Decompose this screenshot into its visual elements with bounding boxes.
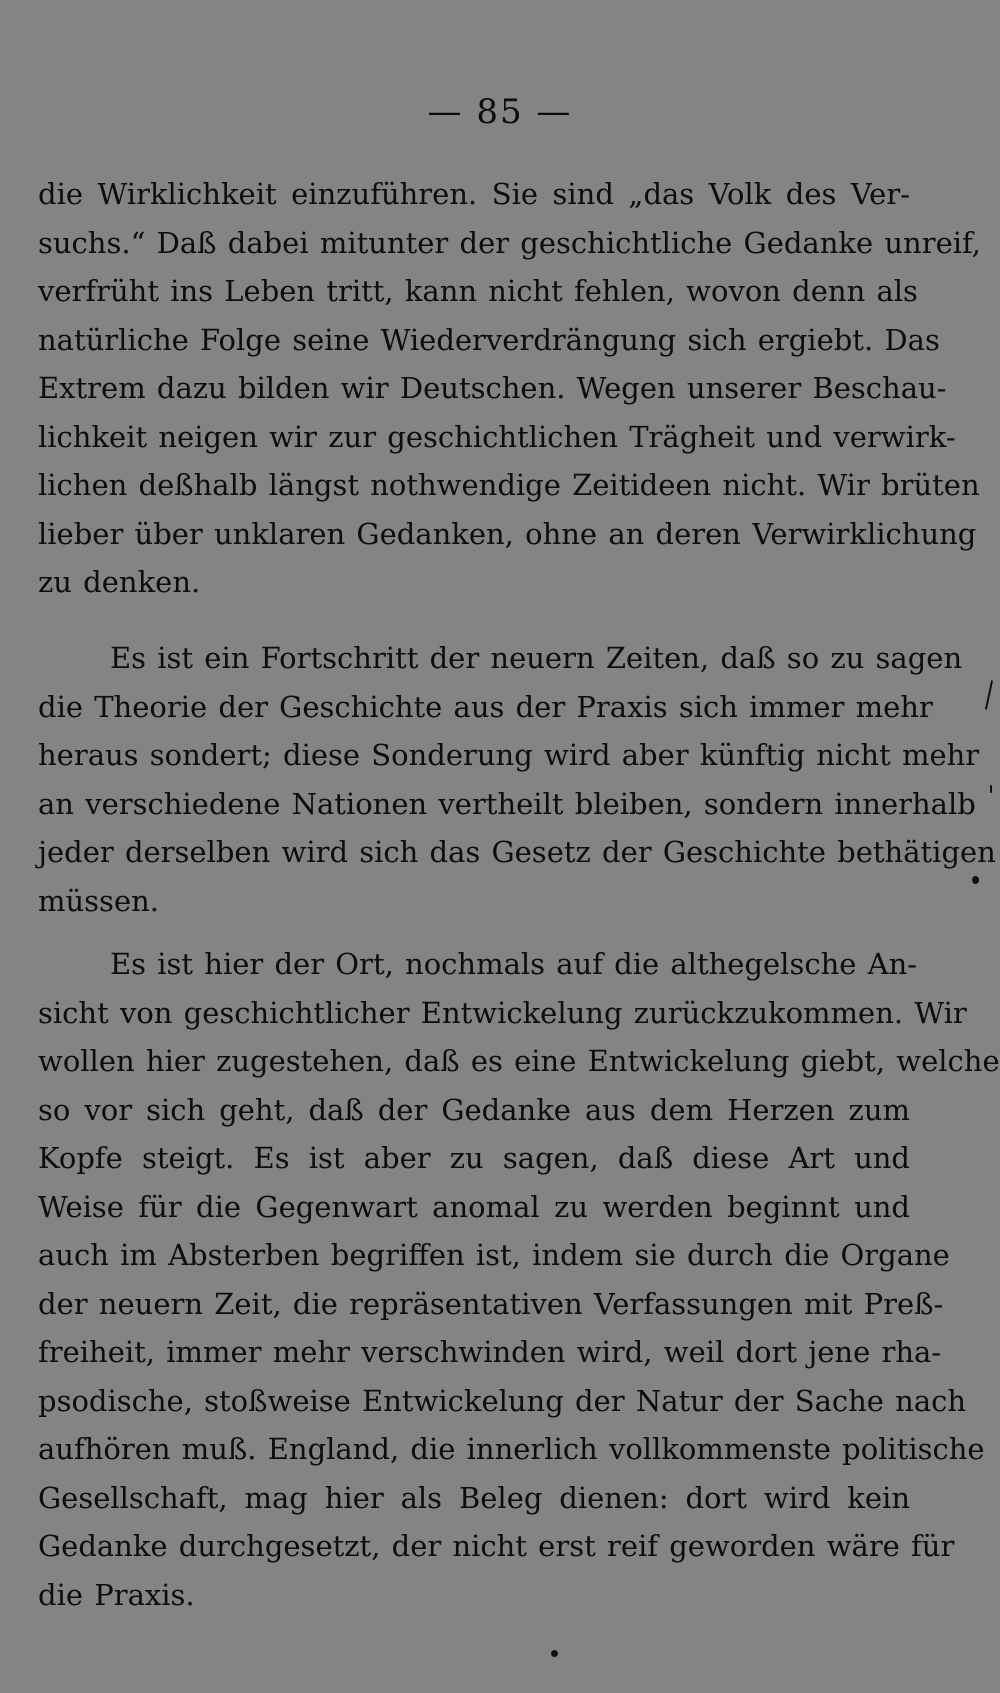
text-line: auch im Absterben begriffen ist, indem sie durch die Organe xyxy=(38,1238,950,1272)
text-line: die Praxis. xyxy=(38,1577,195,1612)
text-line: lieber über unklaren Gedanken, ohne an deren Verwirklichung xyxy=(38,516,977,551)
paragraph-2 xyxy=(38,634,996,925)
text-line: die Theorie der Geschichte aus der Praxis sich immer mehr xyxy=(38,689,933,724)
text-line: lichkeit neigen wir zur geschichtlichen Trägheit und verwirk- xyxy=(38,419,956,454)
scan-speck xyxy=(551,1650,558,1657)
scan-speck xyxy=(990,785,992,793)
text-line: zu denken. xyxy=(38,565,201,599)
text-line: heraus sondert; diese Sonderung wird aber künftig nicht mehr xyxy=(38,738,980,772)
text-line: Gedanke durchgesetzt, der nicht erst reif geworden wäre für xyxy=(38,1529,955,1563)
text-line: aufhören muß. England, die innerlich vollkommenste politische xyxy=(38,1432,985,1466)
text-line: Es ist ein Fortschritt der neuern Zeiten, daß so zu sagen xyxy=(110,641,963,675)
text-line: so vor sich geht, daß der Gedanke aus dem Herzen zum xyxy=(38,1092,910,1127)
text-line: Kopfe steigt. Es ist aber zu sagen, daß diese Art und xyxy=(38,1141,910,1175)
scan-speck xyxy=(972,876,979,884)
text-line: wollen hier zugestehen, daß es eine Entwickelung giebt, welche xyxy=(38,1044,1000,1078)
text-line: freiheit, immer mehr verschwinden wird, weil dort jene rha- xyxy=(38,1335,942,1369)
page-number: — 85 — xyxy=(427,92,573,132)
scan-speck xyxy=(985,680,993,710)
text-line: an verschiedene Nationen vertheilt bleiben, sondern innerhalb xyxy=(38,786,976,821)
text-line: suchs.“ Daß dabei mitunter der geschichtliche Gedanke unreif, xyxy=(38,225,981,260)
paragraph-3 xyxy=(38,940,1000,1619)
text-line: Gesellschaft, mag hier als Beleg dienen: dort wird kein xyxy=(38,1480,910,1515)
text-line: lichen deßhalb längst nothwendige Zeitideen nicht. Wir brüten xyxy=(38,468,980,502)
text-line: Es ist hier der Ort, nochmals auf die althegelsche An- xyxy=(110,947,918,981)
text-line: Weise für die Gegenwart anomal zu werden beginnt und xyxy=(38,1189,910,1224)
text-line: natürliche Folge seine Wiederverdrängung sich ergiebt. Das xyxy=(38,322,940,357)
text-line: jeder derselben wird sich das Gesetz der Geschichte bethätigen xyxy=(38,835,996,869)
paragraph-1 xyxy=(38,170,981,607)
text-line: Extrem dazu bilden wir Deutschen. Wegen unserer Beschau- xyxy=(38,371,947,405)
text-line: müssen. xyxy=(38,883,159,918)
text-line: die Wirklichkeit einzuführen. Sie sind „das Volk des Ver- xyxy=(38,177,910,211)
text-line: psodische, stoßweise Entwickelung der Natur der Sache nach xyxy=(38,1383,967,1418)
text-line: der neuern Zeit, die repräsentativen Verfassungen mit Preß- xyxy=(38,1286,944,1321)
text-line: sicht von geschichtlicher Entwickelung zurückzukommen. Wir xyxy=(38,995,967,1030)
text-line: verfrüht ins Leben tritt, kann nicht fehlen, wovon denn als xyxy=(38,274,918,308)
